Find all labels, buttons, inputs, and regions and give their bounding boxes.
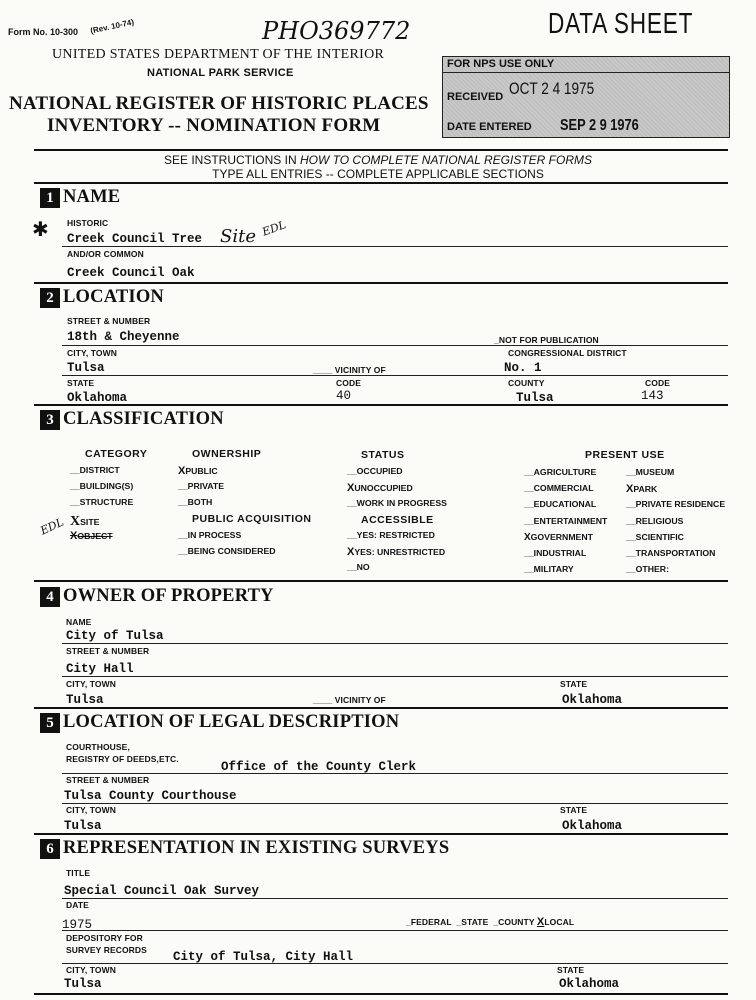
section-5-heading: [40, 712, 399, 733]
nps-received-label: RECEIVED: [447, 91, 504, 103]
section-5-rule: [34, 833, 728, 835]
depository-value: City of Tulsa, City Hall: [173, 950, 354, 964]
use-industrial: __INDUSTRIAL: [524, 547, 587, 558]
section-1-heading: [40, 187, 120, 208]
instructions-line1: SEE INSTRUCTIONS IN HOW TO COMPLETE NATIONAL REGISTER FORMS: [163, 153, 593, 167]
depository-line: [62, 963, 728, 964]
accessible-heading: ACCESSIBLE: [361, 514, 434, 526]
owner-street-line: [62, 676, 728, 677]
section-4-title: OWNER OF PROPERTY: [63, 586, 274, 606]
district-label: CONGRESSIONAL DISTRICT: [508, 348, 627, 358]
status-heading: STATUS: [361, 449, 405, 461]
section-6-number: 6: [40, 839, 60, 859]
courthouse-label-line2: REGISTRY OF DEEDS,ETC.: [66, 754, 179, 764]
status-unoccupied: XUNOCCUPIED: [347, 482, 413, 495]
section-5-title: LOCATION OF LEGAL DESCRIPTION: [63, 712, 400, 732]
vicinity-label: ____ VICINITY OF: [313, 365, 386, 375]
service-name: NATIONAL PARK SERVICE: [147, 67, 294, 79]
section-4-rule: [34, 707, 728, 709]
city-label: CITY, TOWN: [67, 348, 117, 358]
city-field-line: [62, 375, 728, 376]
s6-state-label: STATE: [557, 965, 585, 975]
category-heading: CATEGORY: [85, 448, 148, 460]
survey-title-value: Special Council Oak Survey: [64, 884, 260, 898]
use-commercial: __COMMERCIAL: [524, 483, 594, 494]
county-value: Tulsa: [516, 391, 554, 405]
historic-field-line: [62, 246, 728, 247]
county-code-label: CODE: [645, 378, 670, 388]
section-2-heading: [40, 287, 164, 308]
owner-name-label: NAME: [66, 617, 92, 627]
form-title-line1: NATIONAL REGISTER OF HISTORIC PLACES: [9, 93, 429, 114]
category-site: XSITE: [70, 513, 100, 529]
s5-street-value: Tulsa County Courthouse: [64, 789, 237, 803]
section-1-number: 1: [40, 188, 60, 208]
handwritten-site: Site: [220, 226, 256, 247]
data-sheet-label: DATA SHEET: [548, 8, 694, 40]
accessible-unrestricted: XYES: UNRESTRICTED: [347, 546, 446, 559]
section-1-rule: [34, 282, 728, 284]
ownership-public: XPUBLIC: [178, 465, 218, 477]
use-entertainment: __ENTERTAINMENT: [524, 515, 608, 526]
form-revision: (Rev. 10-74): [89, 17, 135, 36]
depository-label-line1: DEPOSITORY FOR: [66, 933, 143, 943]
use-scientific: __SCIENTIFIC: [626, 531, 684, 542]
section-2-title: LOCATION: [63, 287, 164, 307]
survey-title-line: [62, 898, 728, 899]
use-private-residence: __PRIVATE RESIDENCE: [626, 499, 726, 510]
ownership-list: [178, 465, 224, 514]
use-museum: __MUSEUM: [626, 467, 675, 477]
survey-date-line: [62, 930, 728, 931]
nps-divider: [443, 72, 729, 73]
category-list: [70, 465, 133, 546]
department-name: UNITED STATES DEPARTMENT OF THE INTERIOR: [52, 47, 385, 62]
ownership-private: __PRIVATE: [178, 481, 225, 492]
nps-received-date: OCT 2 4 1975: [509, 79, 595, 98]
acquisition-heading: PUBLIC ACQUISITION: [192, 513, 312, 525]
category-structure: __STRUCTURE: [70, 497, 134, 508]
street-label: STREET & NUMBER: [67, 316, 151, 326]
category-buildings: __BUILDING(S): [70, 481, 134, 492]
owner-state-label: STATE: [560, 679, 588, 689]
state-label: STATE: [67, 378, 95, 388]
instructions-line2: TYPE ALL ENTRIES -- COMPLETE APPLICABLE SECTIONS: [212, 167, 544, 181]
owner-city-label: CITY, TOWN: [66, 679, 116, 689]
county-label: COUNTY: [508, 378, 545, 388]
historic-name-value: Creek Council Tree: [67, 232, 203, 246]
handwritten-initials: EDL: [260, 218, 288, 239]
use-educational: __EDUCATIONAL: [524, 499, 597, 510]
s5-street-label: STREET & NUMBER: [66, 775, 150, 785]
s6-state-value: Oklahoma: [559, 977, 620, 991]
use-military: __MILITARY: [524, 564, 574, 575]
county-code-value: 143: [641, 389, 664, 403]
category-district: __DISTRICT: [70, 465, 120, 475]
accessible-list: [347, 530, 445, 579]
street-value: 18th & Cheyenne: [67, 330, 180, 344]
acquisition-in-process: __IN PROCESS: [178, 530, 242, 540]
survey-date-label: DATE: [66, 900, 89, 910]
owner-city-value: Tulsa: [66, 693, 104, 707]
owner-street-label: STREET & NUMBER: [66, 646, 150, 656]
form-title-line2: INVENTORY -- NOMINATION FORM: [47, 115, 381, 136]
survey-levels: _FEDERAL _STATE _COUNTY XLOCAL: [406, 916, 575, 928]
acquisition-list: [178, 530, 276, 562]
use-list-right: [626, 467, 725, 580]
form-number: Form No. 10-300: [8, 27, 79, 37]
section-4-number: 4: [40, 587, 60, 607]
nps-use-box: [442, 56, 730, 138]
use-list-left: [524, 467, 607, 580]
s6-city-label: CITY, TOWN: [66, 965, 116, 975]
accessible-no: __NO: [347, 562, 370, 573]
section-3-rule: [34, 580, 728, 582]
section-2-rule: [34, 404, 728, 406]
instructions-rule: [34, 182, 728, 184]
use-government: XGOVERNMENT: [524, 531, 593, 543]
survey-title-label: TITLE: [66, 868, 91, 878]
code-label: CODE: [336, 378, 361, 388]
section-3-heading: [40, 409, 224, 430]
s5-city-label: CITY, TOWN: [66, 805, 116, 815]
section-6-heading: [40, 838, 449, 859]
use-other: __OTHER:: [626, 564, 669, 575]
s6-city-value: Tulsa: [64, 977, 102, 991]
courthouse-line: [62, 773, 728, 774]
survey-date-value: 1975: [62, 918, 93, 932]
owner-street-value: City Hall: [66, 662, 134, 676]
accessible-restricted: __YES: RESTRICTED: [347, 530, 435, 540]
historic-label: HISTORIC: [67, 218, 109, 228]
section-3-number: 3: [40, 410, 60, 430]
street-field-line: [62, 345, 728, 346]
section-6-title: REPRESENTATION IN EXISTING SURVEYS: [63, 838, 450, 858]
nps-entered-label: DATE ENTERED: [447, 121, 532, 133]
handwritten-id: PHO369772: [262, 17, 411, 45]
use-religious: __RELIGIOUS: [626, 515, 684, 526]
nps-heading: FOR NPS USE ONLY: [447, 58, 555, 70]
status-work-in-progress: __WORK IN PROGRESS: [347, 498, 447, 509]
not-for-publication: _NOT FOR PUBLICATION: [494, 335, 599, 345]
nps-entered-date: SEP 2 9 1976: [560, 117, 639, 134]
s5-state-value: Oklahoma: [562, 819, 623, 833]
common-label: AND/OR COMMON: [67, 249, 144, 259]
owner-name-value: City of Tulsa: [66, 629, 164, 643]
use-agriculture: __AGRICULTURE: [524, 467, 597, 477]
section-2-number: 2: [40, 288, 60, 308]
owner-state-value: Oklahoma: [562, 693, 623, 707]
section-3-title: CLASSIFICATION: [63, 409, 224, 429]
owner-vicinity-label: ____ VICINITY OF: [313, 695, 386, 705]
s5-state-label: STATE: [560, 805, 588, 815]
courthouse-value: Office of the County Clerk: [221, 760, 417, 774]
section-1-title: NAME: [63, 187, 121, 207]
ownership-both: __BOTH: [178, 497, 213, 508]
use-transportation: __TRANSPORTATION: [626, 547, 716, 558]
s5-city-value: Tulsa: [64, 819, 102, 833]
status-list: [347, 466, 447, 515]
district-value: No. 1: [504, 361, 542, 375]
margin-initials: EDL: [38, 515, 66, 538]
courthouse-label-line1: COURTHOUSE,: [66, 742, 130, 752]
state-code-value: 40: [336, 389, 352, 403]
use-park: XPARK: [626, 483, 658, 496]
common-name-value: Creek Council Oak: [67, 266, 195, 280]
city-value: Tulsa: [67, 361, 105, 375]
section-5-number: 5: [40, 713, 60, 733]
status-occupied: __OCCUPIED: [347, 466, 403, 476]
state-value: Oklahoma: [67, 391, 128, 405]
section-4-heading: [40, 586, 274, 607]
s5-street-line: [62, 803, 728, 804]
star-icon: ✱: [32, 219, 49, 241]
acquisition-being-considered: __BEING CONSIDERED: [178, 546, 276, 557]
section-6-rule: [34, 993, 728, 995]
present-use-heading: PRESENT USE: [585, 449, 665, 461]
depository-label-line2: SURVEY RECORDS: [66, 945, 147, 955]
category-object: XOBJECT: [70, 529, 113, 542]
header-rule: [34, 149, 728, 151]
owner-name-line: [62, 643, 728, 644]
ownership-heading: OWNERSHIP: [192, 448, 262, 460]
